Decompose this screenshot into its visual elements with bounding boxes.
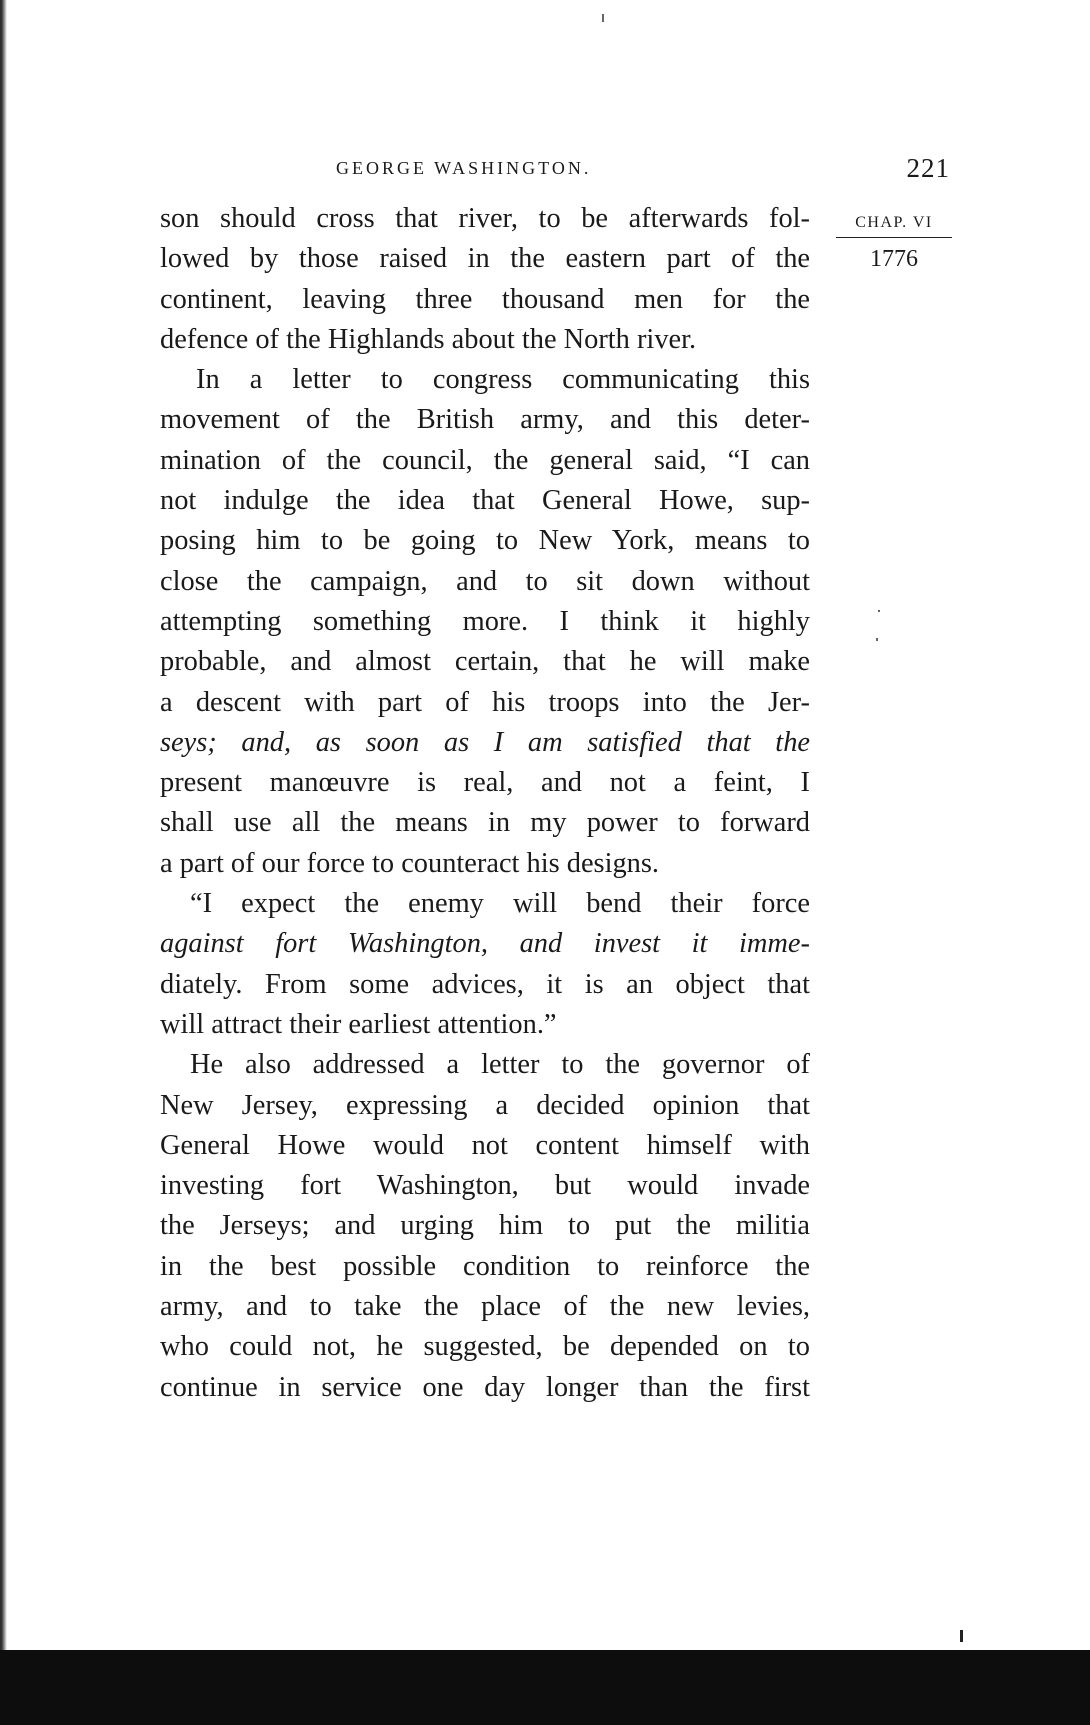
text-line: probable, and almost certain, that he will make bbox=[160, 646, 810, 678]
page-number: 221 bbox=[906, 153, 950, 183]
scan-speck bbox=[960, 1630, 963, 1642]
text-line: present manœuvre is real, and not a feint, I bbox=[160, 767, 810, 799]
scan-speck bbox=[602, 14, 604, 22]
scan-speck bbox=[876, 638, 878, 641]
text-line: not indulge the idea that General Howe, sup- bbox=[160, 485, 810, 517]
text-line: a descent with part of his troops into the Jer- bbox=[160, 686, 810, 718]
text-line: will attract their earliest attention.” bbox=[160, 1008, 557, 1040]
year-label: 1776 bbox=[870, 246, 918, 272]
text-line: diately. From some advices, it is an object that bbox=[160, 968, 810, 1000]
text-line: mination of the council, the general said, “I can bbox=[160, 444, 810, 476]
text-line: attempting something more. I think it highly bbox=[160, 605, 810, 637]
scan-bottom-edge bbox=[0, 1650, 1090, 1725]
text-line: seys; and, as soon as I am satisfied that the bbox=[160, 726, 810, 758]
margin-note bbox=[836, 214, 952, 273]
scan-speck bbox=[878, 610, 880, 612]
binding-edge bbox=[0, 0, 14, 1650]
text-line: In a letter to congress communicating this bbox=[196, 364, 810, 396]
text-line: movement of the British army, and this deter- bbox=[160, 404, 810, 436]
text-line: who could not, he suggested, be depended on to bbox=[160, 1331, 810, 1363]
text-line: shall use all the means in my power to forward bbox=[160, 807, 810, 839]
text-line: army, and to take the place of the new levies, bbox=[160, 1291, 810, 1323]
text-line: lowed by those raised in the eastern part of the bbox=[160, 243, 810, 275]
text-line: New Jersey, expressing a decided opinion that bbox=[160, 1089, 810, 1121]
body-text bbox=[160, 199, 810, 1408]
text-line: a part of our force to counteract his designs. bbox=[160, 847, 660, 879]
text-line: continue in service one day longer than the first bbox=[160, 1371, 810, 1403]
text-line: investing fort Washington, but would invade bbox=[160, 1170, 810, 1202]
text-line: General Howe would not content himself with bbox=[160, 1129, 810, 1161]
text-line: against fort Washington, and invest it imme- bbox=[160, 928, 810, 960]
text-line: son should cross that river, to be afterwards fol- bbox=[160, 203, 810, 234]
text-line: the Jerseys; and urging him to put the militia bbox=[160, 1210, 810, 1242]
running-title: GEORGE WASHINGTON. bbox=[336, 158, 592, 178]
running-head bbox=[160, 153, 950, 188]
text-line: close the campaign, and to sit down without bbox=[160, 565, 810, 597]
text-line: in the best possible condition to reinforce the bbox=[160, 1250, 810, 1282]
text-line: defence of the Highlands about the North river. bbox=[160, 323, 697, 355]
text-line: “I expect the enemy will bend their force bbox=[190, 888, 810, 920]
text-line: continent, leaving three thousand men for the bbox=[160, 283, 810, 315]
text-line: posing him to be going to New York, means to bbox=[160, 525, 810, 557]
text-line: He also addressed a letter to the governor of bbox=[190, 1049, 810, 1081]
chapter-label: CHAP. VI bbox=[836, 214, 952, 238]
